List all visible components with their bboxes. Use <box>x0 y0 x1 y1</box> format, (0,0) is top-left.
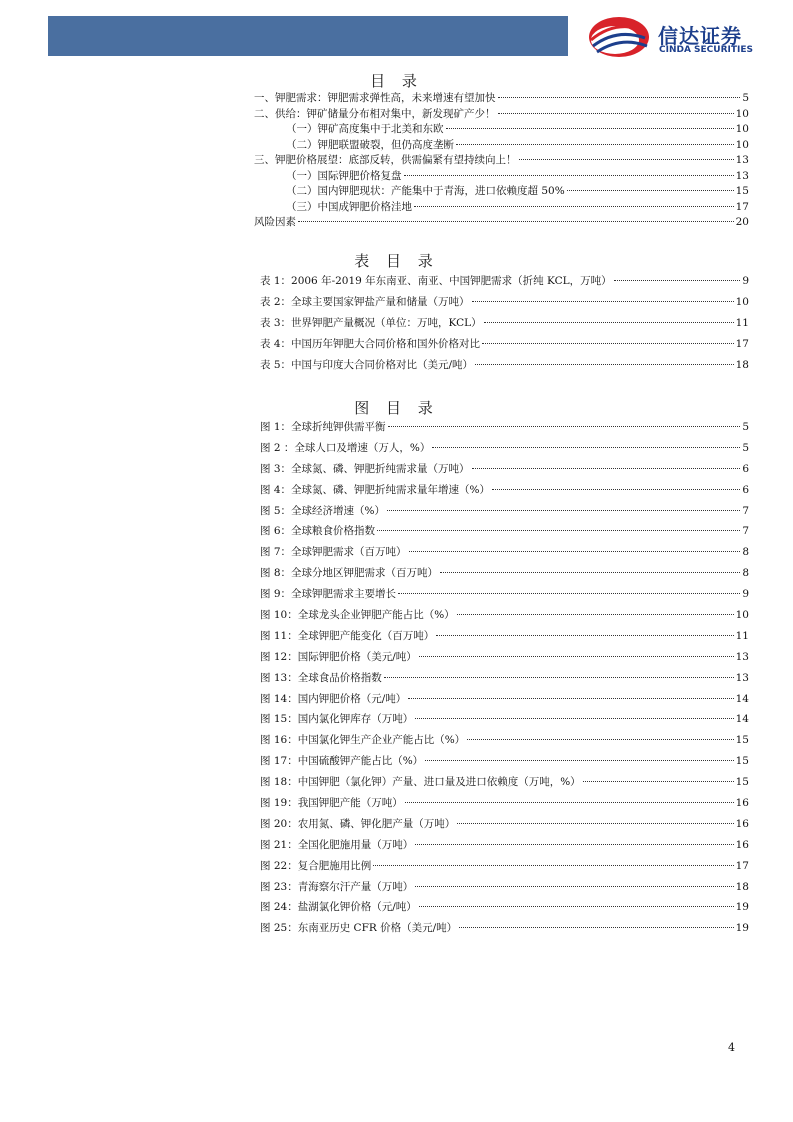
toc-item[interactable] <box>254 168 749 184</box>
table-entry[interactable] <box>254 294 749 315</box>
toc-item-label: 三、钾肥价格展望：底部反转，供需偏紧有望持续向上！ <box>254 154 517 166</box>
figure-entry-label: 图 1：全球折纯钾供需平衡 <box>260 421 386 433</box>
figure-entry-label: 图 21：全国化肥施用量（万吨） <box>260 838 414 851</box>
figure-entry[interactable] <box>254 503 749 524</box>
toc-item-page: 17 <box>735 200 749 213</box>
header-bar <box>48 16 568 56</box>
leader-dots <box>482 343 734 344</box>
figure-entry-label: 图 11：全球钾肥产能变化（百万吨） <box>260 629 435 642</box>
figure-entry-label: 图 13：全球食品价格指数 <box>260 671 382 684</box>
toc-item-label: 二、供给：钾矿储量分布相对集中，新发现矿产少！ <box>254 107 496 120</box>
table-entry-label: 表 3：世界钾肥产量概况（单位：万吨，KCL） <box>260 316 482 329</box>
figure-entry[interactable] <box>254 774 749 795</box>
figures-title: 图 目 录 <box>354 399 439 417</box>
leader-dots <box>440 572 740 573</box>
toc-item-label: （一）钾矿高度集中于北美和东欧 <box>286 123 444 135</box>
tables-title: 表 目 录 <box>354 252 439 270</box>
toc-item[interactable] <box>254 199 749 215</box>
figure-entry-label: 图 25：东南亚历史 CFR 价格（美元/吨） <box>260 922 458 935</box>
figure-entry[interactable] <box>254 670 749 691</box>
toc-item-page: 5 <box>742 92 749 104</box>
figure-entry-label: 图 2 ：全球人口及增速（万人，%） <box>260 441 431 454</box>
table-entry[interactable] <box>254 357 749 378</box>
leader-dots <box>498 97 741 98</box>
toc-list <box>254 90 749 230</box>
figure-entry-page: 15 <box>735 776 749 789</box>
leader-dots <box>384 677 734 678</box>
figures-list <box>254 419 749 941</box>
toc-item-page: 20 <box>735 216 749 228</box>
toc-item[interactable] <box>254 214 749 230</box>
figure-entry-label: 图 15：国内氯化钾库存（万吨） <box>260 713 414 726</box>
brand-name-cn: 信达证券 <box>658 24 742 48</box>
figure-entry[interactable] <box>254 565 749 586</box>
figure-entry-page: 19 <box>735 922 749 935</box>
figure-entry-page: 17 <box>735 859 749 872</box>
figure-entry-label: 图 18：中国钾肥（氯化钾）产量、进口量及进口依赖度（万吨，%） <box>260 776 581 789</box>
figure-entry[interactable] <box>254 899 749 920</box>
figure-entry-label: 图 9：全球钾肥需求主要增长 <box>260 588 397 601</box>
figure-entry[interactable] <box>254 523 749 544</box>
figure-entry-page: 5 <box>742 421 749 433</box>
leader-dots <box>387 510 740 511</box>
toc-item[interactable] <box>254 183 749 199</box>
table-entry[interactable] <box>254 315 749 336</box>
figure-entry[interactable] <box>254 795 749 816</box>
figure-entry-page: 13 <box>735 650 749 663</box>
figure-entry-page: 6 <box>742 483 749 496</box>
figure-entry-label: 图 8：全球分地区钾肥需求（百万吨） <box>260 567 439 580</box>
leader-dots <box>388 426 741 427</box>
figure-entry-page: 6 <box>742 462 749 475</box>
leader-dots <box>484 322 734 323</box>
figure-entry-label: 图 17：中国硫酸钾产能占比（%） <box>260 755 424 768</box>
figure-entry-page: 15 <box>735 734 749 747</box>
figure-entry-page: 19 <box>735 901 749 914</box>
toc-item-page: 10 <box>735 107 749 120</box>
leader-dots <box>498 113 734 114</box>
leader-dots <box>398 593 740 594</box>
leader-dots <box>475 364 734 365</box>
toc-item-page: 10 <box>735 138 749 151</box>
figure-entry-page: 11 <box>735 629 749 642</box>
figure-entry-page: 8 <box>742 546 749 559</box>
figure-entry[interactable] <box>254 544 749 565</box>
toc-item[interactable] <box>254 121 749 137</box>
toc-item-label: 风险因素 <box>254 216 296 228</box>
figure-entry-label: 图 19：我国钾肥产能（万吨） <box>260 797 403 810</box>
leader-dots <box>298 221 734 222</box>
figure-entry[interactable] <box>254 607 749 628</box>
figure-entry[interactable] <box>254 440 749 461</box>
figure-entry-label: 图 6：全球粮食价格指数 <box>260 525 376 538</box>
leader-dots <box>419 656 734 657</box>
leader-dots <box>472 468 741 469</box>
figure-entry-label: 图 10：全球龙头企业钾肥产能占比（%） <box>260 609 455 622</box>
table-entry-page: 9 <box>742 275 749 287</box>
brand-name-en: CINDA SECURITIES <box>659 45 753 55</box>
leader-dots <box>472 301 734 302</box>
figure-entry-page: 18 <box>735 880 749 893</box>
figure-entry-label: 图 14：国内钾肥价格（元/吨） <box>260 692 407 705</box>
figure-entry[interactable] <box>254 879 749 900</box>
figure-entry-page: 7 <box>742 504 749 517</box>
toc-item-label: （一）国际钾肥价格复盘 <box>286 169 402 182</box>
toc-item[interactable] <box>254 152 749 168</box>
leader-dots <box>415 886 733 887</box>
table-entry-page: 11 <box>735 316 749 329</box>
figure-entry[interactable] <box>254 419 749 440</box>
figure-entry[interactable] <box>254 461 749 482</box>
figure-entry-page: 13 <box>735 671 749 684</box>
leader-dots <box>415 718 733 719</box>
figure-entry[interactable] <box>254 482 749 503</box>
figure-entry-page: 14 <box>735 692 749 705</box>
table-entry[interactable] <box>254 336 749 357</box>
leader-dots <box>419 906 734 907</box>
brand-logo <box>585 14 775 60</box>
figure-entry[interactable] <box>254 920 749 941</box>
table-entry-label: 表 5：中国与印度大合同价格对比（美元/吨） <box>260 358 474 371</box>
figure-entry-label: 图 20：农用氮、磷、钾化肥产量（万吨） <box>260 817 456 830</box>
figure-entry-page: 16 <box>735 797 749 810</box>
figure-entry[interactable] <box>254 649 749 670</box>
leader-dots <box>456 144 734 145</box>
leader-dots <box>436 635 733 636</box>
toc-title: 目 录 <box>370 72 423 90</box>
table-entry-page: 17 <box>735 337 749 350</box>
figure-entry-page: 5 <box>742 441 749 454</box>
table-entry[interactable] <box>254 273 749 294</box>
figure-entry-label: 图 24：盐湖氯化钾价格（元/吨） <box>260 901 417 914</box>
figure-entry-page: 15 <box>735 755 749 768</box>
figure-entry[interactable] <box>254 858 749 879</box>
page-number: 4 <box>728 1041 735 1054</box>
leader-dots <box>408 698 733 699</box>
leader-dots <box>519 159 734 160</box>
leader-dots <box>373 865 733 866</box>
toc-item[interactable] <box>254 106 749 122</box>
figure-entry-page: 10 <box>735 609 749 622</box>
figure-entry-label: 图 16：中国氯化钾生产企业产能占比（%） <box>260 734 466 747</box>
figure-entry[interactable] <box>254 753 749 774</box>
figure-entry[interactable] <box>254 711 749 732</box>
toc-item[interactable] <box>254 137 749 153</box>
toc-item-label: （二）国内钾肥现状：产能集中于青海，进口依赖度超 50% <box>286 185 565 197</box>
figure-entry-label: 图 5：全球经济增速（%） <box>260 504 385 517</box>
leader-dots <box>404 175 734 176</box>
leader-dots <box>414 206 734 207</box>
figure-entry-label: 图 4：全球氮、磷、钾肥折纯需求量年增速（%） <box>260 483 490 496</box>
toc-item-label: （二）钾肥联盟破裂，但仍高度垄断 <box>286 138 454 151</box>
leader-dots <box>583 781 734 782</box>
toc-item-label: 一、钾肥需求：钾肥需求弹性高，未来增速有望加快 <box>254 92 496 104</box>
leader-dots <box>614 280 741 281</box>
figure-entry[interactable] <box>254 837 749 858</box>
figure-entry-page: 16 <box>735 838 749 851</box>
table-entry-label: 表 2：全球主要国家钾盐产量和储量（万吨） <box>260 295 470 308</box>
figure-entry-label: 图 22：复合肥施用比例 <box>260 859 372 872</box>
figure-entry-page: 7 <box>742 525 749 538</box>
leader-dots <box>567 190 734 191</box>
toc-item-page: 10 <box>735 123 749 135</box>
toc-item-page: 13 <box>735 169 749 182</box>
figure-entry-page: 8 <box>742 567 749 580</box>
figure-entry[interactable] <box>254 691 749 712</box>
leader-dots <box>415 844 733 845</box>
table-entry-label: 表 1：2006 年-2019 年东南亚、南亚、中国钾肥需求（折纯 KCL，万吨） <box>260 275 612 287</box>
figure-entry-label: 图 12：国际钾肥价格（美元/吨） <box>260 650 417 663</box>
table-entry-label: 表 4：中国历年钾肥大合同价格和国外价格对比 <box>260 337 481 350</box>
toc-item-page: 15 <box>735 185 749 197</box>
toc-item[interactable] <box>254 90 749 106</box>
figure-entry-label: 图 3：全球氮、磷、钾肥折纯需求量（万吨） <box>260 462 470 475</box>
figure-entry-page: 9 <box>742 588 749 601</box>
leader-dots <box>467 739 733 740</box>
cinda-logo-icon <box>585 14 655 60</box>
toc-item-label: （三）中国成钾肥价格洼地 <box>286 200 412 213</box>
leader-dots <box>425 760 733 761</box>
figure-entry[interactable] <box>254 816 749 837</box>
leader-dots <box>432 447 740 448</box>
leader-dots <box>492 489 740 490</box>
table-entry-page: 18 <box>735 358 749 371</box>
tables-list <box>254 273 749 377</box>
leader-dots <box>409 551 741 552</box>
leader-dots <box>459 927 733 928</box>
figure-entry[interactable] <box>254 586 749 607</box>
table-entry-page: 10 <box>735 295 749 308</box>
leader-dots <box>405 802 734 803</box>
leader-dots <box>457 823 733 824</box>
figure-entry[interactable] <box>254 732 749 753</box>
figure-entry-label: 图 23：青海察尔汗产量（万吨） <box>260 880 414 893</box>
figure-entry-page: 14 <box>735 713 749 726</box>
leader-dots <box>377 530 740 531</box>
figure-entry-label: 图 7：全球钾肥需求（百万吨） <box>260 546 407 559</box>
figure-entry-page: 16 <box>735 817 749 830</box>
leader-dots <box>457 614 734 615</box>
leader-dots <box>446 128 734 129</box>
figure-entry[interactable] <box>254 628 749 649</box>
toc-item-page: 13 <box>735 154 749 166</box>
